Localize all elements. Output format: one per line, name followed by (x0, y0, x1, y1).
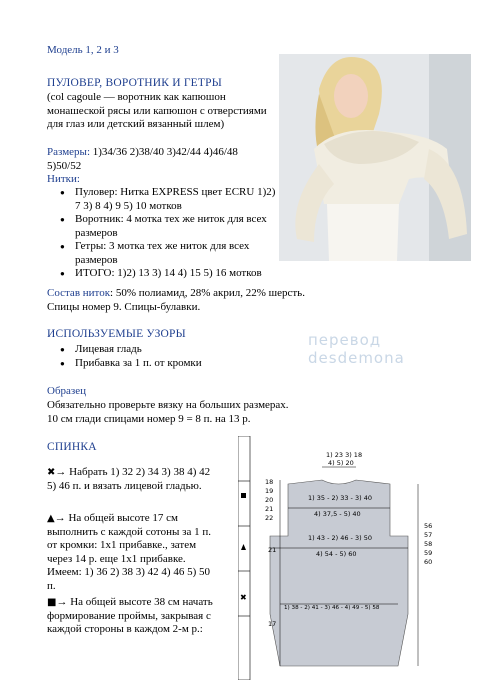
back-schematic-drawing (238, 436, 450, 680)
square-symbol-icon: ■ (47, 597, 57, 608)
neck-measure-bottom: 4) 5) 20 (328, 459, 354, 467)
left-measure-17: 17 (268, 620, 277, 628)
step-arrow: → (54, 512, 66, 524)
gauge-line: Обязательно проверьте вязку на больших размерах. (47, 399, 289, 411)
left-measure: 20 (265, 496, 274, 504)
left-measure: 21 (265, 505, 274, 513)
left-measure: 18 (265, 478, 274, 486)
left-measure: 19 (265, 487, 274, 495)
back-schematic (238, 436, 450, 680)
model-illustration (279, 54, 471, 261)
sizes-line: Размеры: 1)34/36 2)38/40 3)42/44 4)46/48 5)50/52 (47, 146, 238, 172)
back-step-text: Набрать 1) 32 2) 34 3) 38 4) 42 5) 46 п. и вязать лицевой гладью. (47, 466, 211, 492)
sizes-label: Размеры (47, 146, 87, 158)
right-measure: 56 (424, 522, 433, 530)
square-symbol-icon (241, 493, 246, 498)
hem-measure: 1) 38 - 2) 41 - 3) 46 - 4) 49 - 5) 58 (284, 605, 380, 611)
mid-measure-bottom: 4) 54 - 5) 60 (316, 550, 357, 558)
model-heading: Модель 1, 2 и 3 (47, 44, 119, 56)
watermark-line: перевод (308, 331, 382, 349)
back-step-1 (47, 466, 217, 493)
watermark-line: desdemona (308, 349, 405, 367)
patterns-title: ИСПОЛЬЗУЕМЫЕ УЗОРЫ (47, 328, 186, 340)
needles-line: Спицы номер 9. Спицы-булавки. (47, 301, 201, 313)
right-measure: 58 (424, 540, 433, 548)
description: (col cagoule — воротник как капюшон монашеской рясы или капюшон с отверстиями для глаз или детский вязанный шлем) (47, 91, 267, 130)
gauge-title: Образец (47, 385, 87, 397)
composition-line (47, 287, 467, 301)
patterns-list (47, 343, 287, 370)
triangle-symbol-icon: ▲ (47, 513, 55, 524)
step-arrow: → (56, 596, 68, 608)
back-step-2 (47, 512, 217, 593)
cross-symbol-icon: ✖ (47, 467, 56, 478)
left-measure-21: 21 (268, 546, 277, 554)
shoulder-measure-bottom: 4) 37,5 - 5) 40 (314, 510, 361, 518)
composition-label: Состав ниток (47, 287, 111, 299)
pattern-item: ● Лицевая гладь (47, 343, 287, 357)
composition-value: : 50% полиамид, 28% акрил, 22% шерсть. (110, 287, 305, 299)
yarn-item: ● ИТОГО: 1)2) 13 3) 14 4) 15 5) 16 мотков (47, 267, 282, 281)
right-measure: 57 (424, 531, 433, 539)
yarn-item: ● Гетры: 3 мотка тех же ниток для всех размеров (47, 240, 282, 267)
back-step-3 (47, 596, 217, 637)
page-title: ПУЛОВЕР, ВОРОТНИК И ГЕТРЫ (47, 77, 222, 89)
pattern-item: ● Прибавка за 1 п. от кромки (47, 357, 287, 371)
step-arrow: → (55, 466, 67, 478)
right-measure: 60 (424, 558, 433, 566)
mid-measure-top: 1) 43 - 2) 46 - 3) 50 (308, 534, 372, 542)
back-title: СПИНКА (47, 441, 97, 453)
yarn-item: ● Пуловер: Нитка EXPRESS цвет ECRU 1)2) 7 3) 8 4) 9 5) 10 мотков (47, 186, 282, 213)
watermark (308, 331, 405, 367)
gauge-line: 10 см глади спицами номер 9 = 8 п. на 13 р. (47, 413, 251, 425)
triangle-symbol-icon (241, 544, 246, 550)
shoulder-measure-top: 1) 35 - 2) 33 - 3) 40 (308, 494, 372, 502)
yarn-label: Нитки: (47, 173, 80, 185)
back-step-text: На общей высоте 17 см выполнить с каждой сотоны за 1 п. от кромки: 1х1 прибавке., затем через 14 р. еще 1х1 прибавке. Имеем: 1) 36 2) 38 3) 42 4) 46 5) 50 п. (47, 512, 211, 592)
neck-measure-top: 1) 23 3) 18 (326, 451, 363, 459)
right-measure: 59 (424, 549, 433, 557)
yarn-item: ● Воротник: 4 мотка тех же ниток для всех размеров (47, 213, 282, 240)
yarn-list (47, 186, 282, 281)
sizes-value: 1)34/36 2)38/40 3)42/44 4)46/48 5)50/52 (47, 146, 238, 172)
left-measure: 22 (265, 514, 274, 522)
back-step-text: На общей высоте 38 см начать формирование проймы, закрывая с каждой стороны в каждом 2-м р.: (47, 596, 213, 635)
model-photo (279, 54, 471, 261)
cross-symbol-icon: ✖ (240, 593, 247, 602)
